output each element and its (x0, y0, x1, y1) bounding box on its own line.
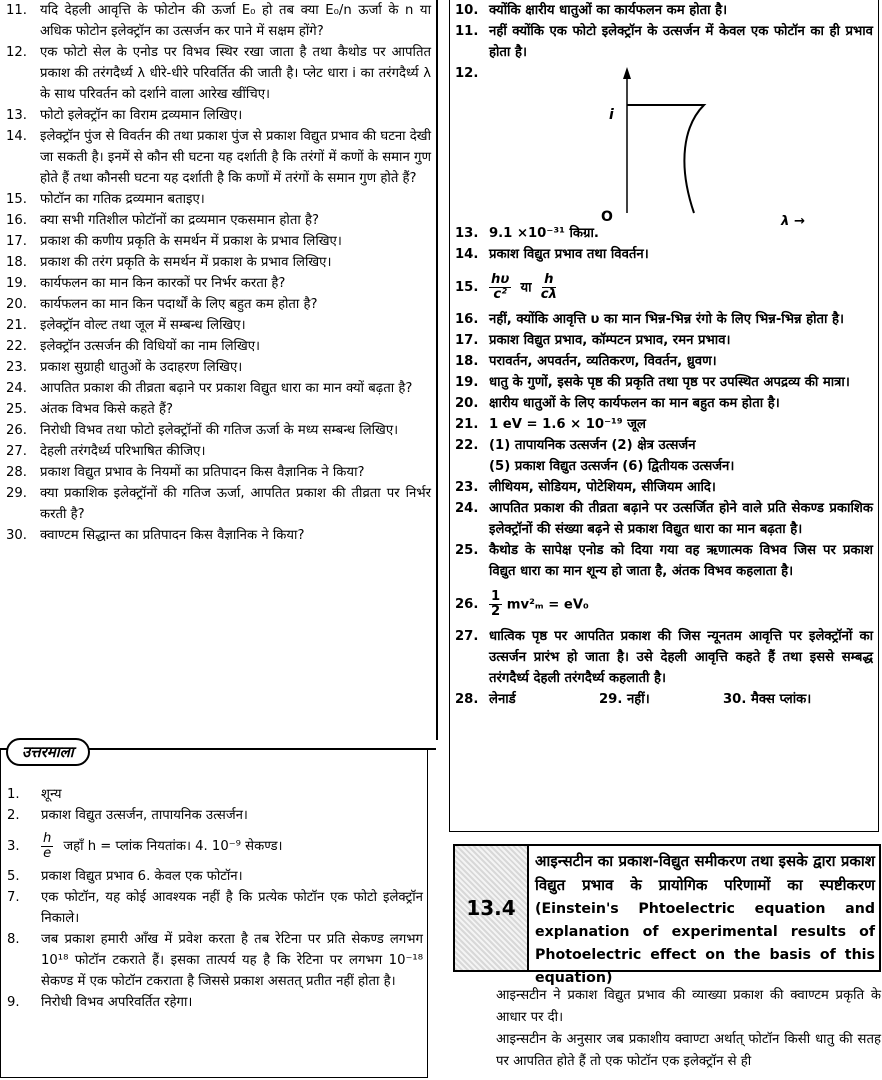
list-item (0, 483, 433, 525)
item-text: देहली तरंगदैर्ध्य परिभाषित कीजिए। (40, 444, 206, 459)
answer-item-26 (449, 582, 875, 626)
list-item (0, 357, 433, 378)
list-item (0, 252, 433, 273)
current-curve (627, 105, 704, 213)
list-item (1, 826, 425, 866)
right-answer-list (449, 0, 875, 710)
item-number: 25. (455, 543, 479, 558)
fraction: $\frac{1}{2}$ (491, 588, 501, 619)
list-item (0, 273, 433, 294)
item-number: 17. (6, 234, 27, 249)
current-wavelength-graph (489, 63, 869, 223)
item-number: 8. (7, 932, 20, 947)
item-text: आपतित प्रकाश की तीव्रता बढ़ाने पर प्रकाश विद्युत धारा का मान क्यों बढ़ता है? (40, 381, 413, 396)
list-item (0, 294, 433, 315)
list-item (0, 399, 433, 420)
item-text: 9.1 ×10⁻³¹ किग्रा. (489, 226, 599, 241)
item-text: कार्यफलन का मान किन कारकों पर निर्भर करता है? (40, 276, 286, 291)
item-number: 28. (6, 465, 27, 480)
list-item (449, 372, 875, 393)
item-text: क्या प्रकाशिक इलेक्ट्रॉनों की गतिज ऊर्जा, आपतित प्रकाश की तीव्रता पर निर्भर करती है? (40, 486, 431, 522)
or-text: या (520, 280, 532, 295)
item-text: क्या सभी गतिशील फोटॉनों का द्रव्यमान एकसमान होता है? (40, 213, 319, 228)
list-item (0, 231, 433, 252)
list-item (0, 525, 433, 546)
item-text: कैथोड के सापेक्ष एनोड को दिया गया वह ऋणात्मक विभव जिस पर प्रकाश विद्युत धारा का मान शून्य हो जाता है, अंतक विभव कहलाता है। (489, 543, 873, 579)
list-item (449, 498, 875, 540)
answer-30-text: 30. मैक्स प्लांक। (723, 692, 812, 707)
item-text: धातु के गुणों, इसके पृष्ठ की प्रकृति तथा पृष्ठ पर उपस्थित अपद्रव्य की मात्रा। (489, 375, 850, 390)
item-text: कार्यफलन का मान किन पदार्थों के लिए बहुत कम होता है? (40, 297, 318, 312)
item-number: 13. (455, 226, 479, 241)
list-item (449, 626, 875, 689)
item-text: प्रकाश विद्युत प्रभाव तथा विवर्तन। (489, 247, 649, 262)
origin-label: O (601, 209, 613, 223)
x-axis-label: λ → (781, 214, 805, 229)
item-text: लीथियम, सोडियम, पोटेशियम, सीजियम आदि। (489, 480, 716, 495)
list-item (1, 805, 425, 826)
list-item (0, 441, 433, 462)
item-text: प्रकाश विद्युत प्रभाव 6. केवल एक फोटॉन। (41, 869, 243, 884)
answer-graph-item (449, 63, 875, 229)
answer-29-text: 29. नहीं। (599, 692, 650, 707)
item-number: 23. (6, 360, 27, 375)
item-number: 24. (455, 501, 479, 516)
item-number: 16. (455, 312, 479, 327)
paragraph-line: आइन्सटीन के अनुसार जब प्रकाशीय क्वाण्टा अर्थात् फोटॉन किसी धातु की सतह पर आपतित होते हैं तो एक फोटॉन एक इलेक्ट्रॉन से ही (496, 1032, 881, 1069)
item-text: प्रकाश विद्युत प्रभाव के नियमों का प्रतिपादन किस वैज्ञानिक ने किया? (40, 465, 365, 480)
fraction: $\frac{h}{e}$ (43, 830, 52, 861)
list-item (0, 105, 433, 126)
item-text: प्रकाश की कणीय प्रकृति के समर्थन में प्रकाश के प्रभाव लिखिए। (40, 234, 342, 249)
item-number: 23. (455, 480, 479, 495)
paragraph-line: आइन्सटीन ने प्रकाश विद्युत प्रभाव की व्याख्या प्रकाश की क्वाण्टम प्रकृति के आधार पर दी। (496, 988, 881, 1025)
item-text: एक फोटॉन, यह कोई आवश्यक नहीं है कि प्रत्येक फोटॉन एक फोटो इलेक्ट्रॉन निकाले। (41, 890, 423, 926)
item-number: 30. (6, 528, 27, 543)
list-item (449, 309, 875, 330)
item-text: अंतक विभव किसे कहते हैं? (40, 402, 173, 417)
item-number: 13. (6, 108, 27, 123)
list-item (0, 378, 433, 399)
section-number: 13.4 (455, 846, 529, 970)
item-text: इलेक्ट्रॉन उत्सर्जन की विधियों का नाम लिखिए। (40, 339, 261, 354)
list-item (449, 540, 875, 582)
list-item (449, 244, 875, 265)
column-divider (436, 0, 438, 740)
item-text: (1) तापायनिक उत्सर्जन (2) क्षेत्र उत्सर्जन (489, 438, 696, 453)
item-number: 5. (7, 869, 20, 884)
item-number: 26. (6, 423, 27, 438)
item-text: निरोधी विभव अपरिवर्तित रहेगा। (41, 995, 193, 1010)
list-item (1, 992, 425, 1013)
item-text: प्रकाश सुग्राही धातुओं के उदाहरण लिखिए। (40, 360, 243, 375)
item-number: 11. (6, 3, 27, 18)
item-number: 20. (455, 396, 479, 411)
item-text: प्रकाश की तरंग प्रकृति के समर्थन में प्रकाश के प्रभाव लिखिए। (40, 255, 332, 270)
item-text: निरोधी विभव तथा फोटो इलेक्ट्रॉनों की गतिज ऊर्जा के मध्य सम्बन्ध लिखिए। (40, 423, 399, 438)
fraction: $\frac{h\upsilon}{\text{c²}}$ (491, 271, 510, 302)
item-number: 1. (7, 787, 20, 802)
item-number: 25. (6, 402, 27, 417)
item-number: 18. (6, 255, 27, 270)
list-item (449, 414, 875, 435)
answer-list (1, 784, 425, 1013)
answer-number: 26. (455, 596, 479, 612)
item-text: नहीं, क्योंकि आवृत्ति υ का मान भिन्न-भिन्न रंगो के लिए भिन्न-भिन्न होता है। (489, 312, 845, 327)
list-item (0, 420, 433, 441)
item-number: 9. (7, 995, 20, 1010)
section-header (453, 844, 881, 986)
item-number: 22. (455, 438, 479, 453)
item-text: एक फोटो सेल के एनोड पर विभव स्थिर रखा जाता है तथा कैथोड पर आपतित प्रकाश की तरंगदैर्ध्य λ धीरे-धीरे परिवर्तित की जाती है। प्लेट धारा i का तरंगदैर्ध्य λ के साथ परिवर्तन को दर्शाने वाला आरेख खींचिए। (40, 45, 431, 102)
item-text: प्रकाश विद्युत उत्सर्जन, तापायनिक उत्सर्जन। (41, 808, 248, 823)
answer-item-15 (449, 265, 875, 309)
answer-box (0, 748, 428, 1078)
list-item (449, 435, 875, 456)
list-item (449, 456, 875, 477)
answer-number: 12. (455, 66, 479, 81)
item-number: 7. (7, 890, 20, 905)
fraction: $\frac{h}{c\lambda}$ (540, 271, 557, 302)
item-number: 11. (455, 24, 479, 39)
section-title (529, 846, 879, 986)
item-text: इलेक्ट्रॉन वोल्ट तथा जूल में सम्बन्ध लिखिए। (40, 318, 246, 333)
item-number: 20. (6, 297, 27, 312)
item-number: 10. (455, 3, 479, 18)
item-text: 1 eV = 1.6 × 10⁻¹⁹ जूल (489, 417, 646, 432)
answer-28-text: लेनार्ड (489, 692, 516, 707)
item-number: 15. (6, 192, 27, 207)
item-text: $\frac{h}{e}$ जहाँ h = प्लांक नियतांक। 4. 10⁻⁹ सेकण्ड। (43, 830, 283, 861)
question-list (0, 0, 433, 546)
list-item (1, 866, 425, 887)
item-text: परावर्तन, अपवर्तन, व्यतिकरण, विवर्तन, ध्रुवण। (489, 354, 717, 369)
section-title-hindi: आइन्सटीन का प्रकाश-विद्युत समीकरण तथा इसके द्वारा प्रकाश विद्युत प्रभाव के प्रायोगिक परिणामों का स्पष्टीकरण (535, 852, 875, 894)
item-text: क्योंकि क्षारीय धातुओं का कार्यफलन कम होता है। (489, 3, 728, 18)
item-text: यदि देहली आवृत्ति के फोटोन की ऊर्जा E₀ हो तब क्या E₀/n ऊर्जा के n या अधिक फोटोन इलेक्ट्रॉन का उत्सर्जन कर पाने में सक्षम होंगे? (40, 3, 431, 39)
item-number: 16. (6, 213, 27, 228)
item-number: 21. (6, 318, 27, 333)
item-number: 14. (455, 247, 479, 262)
answer-box-title: उत्तरमाला (6, 738, 90, 766)
list-item (0, 126, 433, 189)
list-item (0, 462, 433, 483)
item-text: धात्विक पृष्ठ पर आपतित प्रकाश की जिस न्यूनतम आवृत्ति पर इलेक्ट्रॉनों का उत्सर्जन प्रारंभ हो जाता है। उसे देहली आवृत्ति कहते हैं तथा इससे सम्बद्ध तरंगदैर्ध्य देहली तरंगदैर्ध्य कहलाती है। (489, 629, 873, 686)
item-number: 24. (6, 381, 27, 396)
list-item (0, 189, 433, 210)
item-number: 2. (7, 808, 20, 823)
item-text: क्वाण्टम सिद्धान्त का प्रतिपादन किस वैज्ञानिक ने किया? (40, 528, 305, 543)
item-number: 27. (6, 444, 27, 459)
item-number: 3. (7, 838, 20, 854)
item-number: 22. (6, 339, 27, 354)
list-item (449, 393, 875, 414)
answer-number: 15. (455, 279, 479, 295)
list-item (449, 21, 875, 63)
item-number: 12. (6, 45, 27, 60)
list-item (1, 784, 425, 805)
list-item (1, 887, 425, 929)
item-text: फोटो इलेक्ट्रॉन का विराम द्रव्यमान लिखिए। (40, 108, 243, 123)
item-text: फोटॉन का गतिक द्रव्यमान बताइए। (40, 192, 205, 207)
list-item (449, 330, 875, 351)
y-axis-label: i (609, 107, 614, 123)
answer-number: 28. (455, 692, 479, 707)
item-text: शून्य (41, 787, 62, 802)
list-item (0, 210, 433, 231)
list-item (0, 315, 433, 336)
list-item (1, 929, 425, 992)
item-text: इलेक्ट्रॉन पुंज से विवर्तन की तथा प्रकाश पुंज से प्रकाश विद्युत प्रभाव की घटना देखी जा सकती है। इनमें से कौन सी घटना यह दर्शाती है कि तरंगों में कणों के समान गुण होते हैं तथा कौनसी घटना यह दर्शाती है कि कणों में तरंगों के समान गुण होते हैं? (40, 129, 431, 186)
item-text: आपतित प्रकाश की तीव्रता बढ़ाने पर उत्सर्जित होने वाले प्रति सेकण्ड प्रकाशिक इलेक्ट्रॉनों की संख्या बढ़ने से प्रकाश विद्युत धारा का मान बढ़ता है। (489, 501, 873, 537)
list-item (449, 351, 875, 372)
item-number: 27. (455, 629, 479, 644)
item-number: 19. (6, 276, 27, 291)
answer-item-28 (449, 689, 875, 710)
item-text: प्रकाश विद्युत प्रभाव, कॉम्पटन प्रभाव, रमन प्रभाव। (489, 333, 731, 348)
list-item (449, 0, 875, 21)
item-number: 14. (6, 129, 27, 144)
intro-paragraph (496, 985, 881, 1073)
y-axis-arrow (623, 67, 631, 79)
item-number: 19. (455, 375, 479, 390)
item-text: क्षारीय धातुओं के लिए कार्यफलन का मान बहुत कम होता है। (489, 396, 780, 411)
list-item (0, 336, 433, 357)
item-number: 21. (455, 417, 479, 432)
equation-rest: mv²ₘ = eV₀ (506, 597, 589, 612)
item-text: जब प्रकाश हमारी आँख में प्रवेश करता है तब रेटिना पर प्रति सेकण्ड लगभग 10¹⁸ फोटॉन टकराते हैं। इसका तात्पर्य यह है कि रेटिना पर लगभग 10⁻¹⁸ सेकण्ड में एक फोटॉन टकराता है जिससे प्रकाश असतत् प्रतीत नहीं होता है। (41, 932, 423, 989)
list-item (449, 477, 875, 498)
list-item (0, 42, 433, 105)
item-text: नहीं क्योंकि एक फोटो इलेक्ट्रॉन के उत्सर्जन में केवल एक फोटॉन का ही प्रभाव होता है। (489, 24, 873, 60)
item-text: (5) प्रकाश विद्युत उत्सर्जन (6) द्वितीयक उत्सर्जन। (489, 459, 735, 474)
item-number: 29. (6, 486, 27, 501)
item-number: 18. (455, 354, 479, 369)
item-number: 17. (455, 333, 479, 348)
section-title-english: (Einstein's Phtoelectric equation and explanation of experimental results of Photoelectric effect on the basis of this equation) (535, 901, 875, 986)
list-item (0, 0, 433, 42)
